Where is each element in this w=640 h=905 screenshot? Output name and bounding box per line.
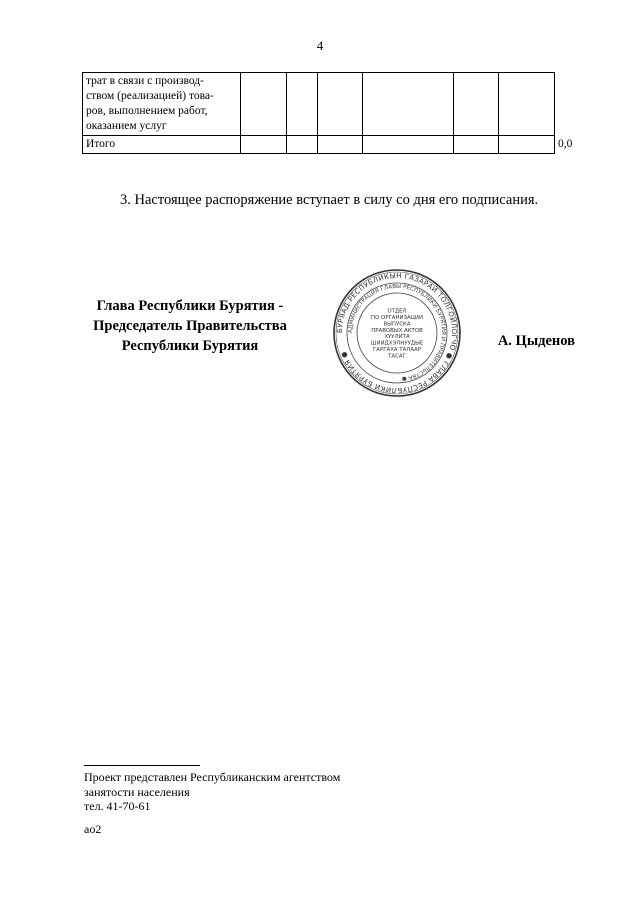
table-row	[83, 73, 555, 136]
footnote-divider	[84, 765, 200, 766]
table-cell	[287, 73, 318, 136]
signatory-title-line: Глава Республики Бурятия -	[96, 298, 284, 314]
seal-center-line: ПРАВОВЫХ АКТОВ	[371, 327, 423, 334]
table-cell	[363, 73, 454, 136]
table-cell	[241, 136, 287, 154]
description-line: ством (реализацией) това-	[86, 90, 214, 102]
signatory-title	[76, 296, 304, 356]
seal-center-line: ПО ОРГАНИЗАЦИИ	[371, 315, 423, 321]
seal-outer-ring-text: БУРЯАД РЕСПУБЛИКЫН ГАЗАРАЙ ТОЛГОЙЛОГЧО ● ГЛАВА РЕСПУБЛИКИ БУРЯТИЯ ●	[335, 271, 459, 395]
table-cell	[318, 136, 363, 154]
table-cell	[363, 136, 454, 154]
table-cell-description	[83, 136, 241, 154]
seal-center-line: ХУУЛИТА	[384, 334, 410, 341]
table-cell	[318, 73, 363, 136]
table-cell	[499, 73, 555, 136]
seal-center-line: ТАСАГ	[388, 353, 406, 360]
description-line: трат в связи с производ-	[86, 75, 204, 87]
seal-center-line: ВЫПУСКА	[383, 321, 411, 328]
table-cell-description	[83, 73, 241, 136]
page-number: 4	[316, 38, 324, 53]
table-row: Итого 0,0	[83, 136, 555, 154]
signatory-title-line: Республики Бурятия	[121, 338, 259, 354]
table-cell	[499, 136, 555, 154]
table-cell	[454, 136, 499, 154]
official-seal	[332, 268, 462, 398]
data-table	[82, 72, 573, 154]
seal-center-line: ОТДЕЛ	[387, 308, 407, 315]
footnote-line: тел. 41-70-61	[84, 799, 151, 813]
seal-inner-ring-text: АДМИНИСТРАЦИЯ ГЛАВЫ РЕСПУБЛИКИ БУРЯТИЯ И ПРАВИТЕЛЬСТВА ●	[347, 283, 447, 382]
seal-center-line: ШИИДХЭЛНУУДЫЕ	[370, 340, 424, 347]
footnote	[84, 770, 444, 814]
table-cell	[454, 73, 499, 136]
document-code: ао2	[84, 822, 102, 836]
footnote-line: Проект представлен Республиканским агентством	[84, 770, 341, 784]
seal-center-line: ГАРГАХА ТАЛААР	[373, 347, 421, 353]
signer-name: А. Цыденов	[497, 333, 575, 349]
seal-center-text	[371, 309, 424, 360]
description-line: ров, выполнением работ,	[86, 105, 208, 117]
table-cell	[287, 136, 318, 154]
footnote-line: занятости населения	[84, 784, 190, 799]
description-line: оказанием услуг	[86, 120, 167, 132]
seal-stamp-graphic	[332, 268, 462, 398]
table-cell	[241, 73, 287, 136]
signatory-title-line: Председатель Правительства	[93, 318, 287, 334]
description-line: Итого	[86, 138, 116, 150]
decree-paragraph: 3. Настоящее распоряжение вступает в силу со дня его подписания.	[120, 192, 539, 208]
